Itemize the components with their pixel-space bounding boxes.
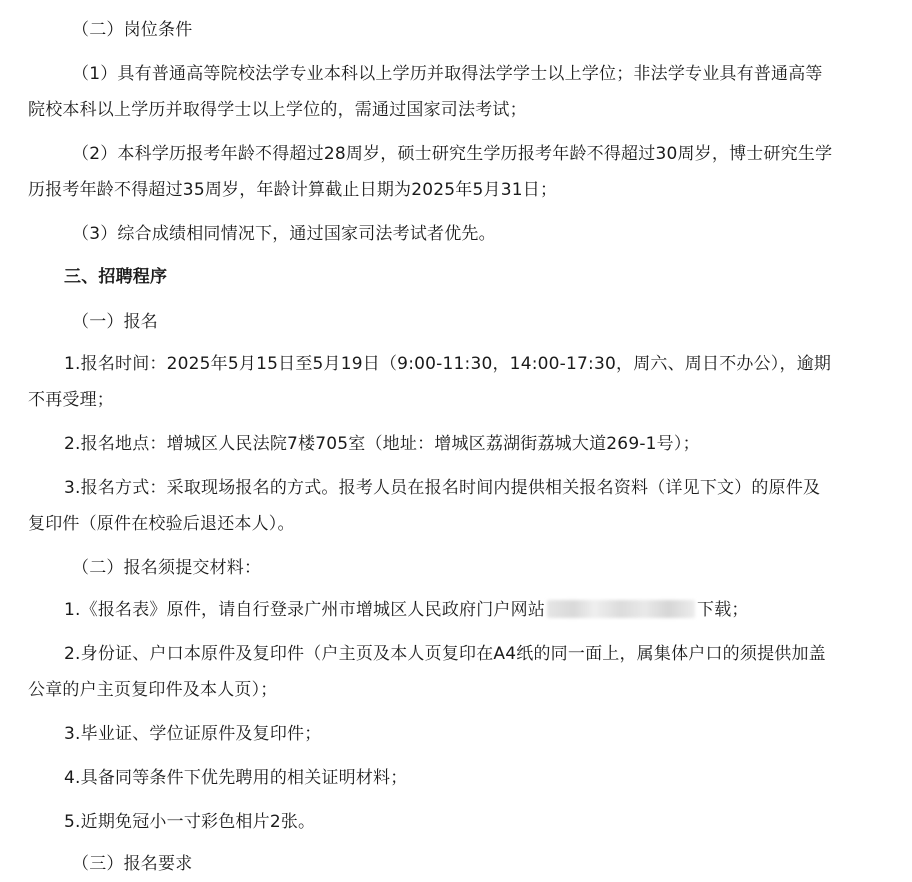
redacted-website-url	[547, 600, 695, 618]
paragraph-registration-location: 2.报名地点：增城区人民法院7楼705室（地址：增城区荔湖街荔城大道269-1号）；	[64, 434, 700, 454]
paragraph-requirement-2-line-2: 历报考年龄不得超过35周岁，年龄计算截止日期为2025年5月31日；	[28, 180, 558, 200]
paragraph-registration-time-line-2: 不再受理；	[28, 390, 114, 410]
paragraph-registration-method-line-2: 复印件（原件在校验后退还本人）。	[28, 514, 295, 534]
subheading-registration-requirements: （三）报名要求	[72, 854, 193, 874]
paragraph-material-2-line-2: 公章的户主页复印件及本人页）；	[28, 680, 278, 700]
paragraph-material-2-line-1: 2.身份证、户口本原件及复印件（户主页及本人页复印在A4纸的同一面上，属集体户口的须提供加盖	[64, 644, 826, 664]
paragraph-material-1	[64, 598, 912, 622]
section-heading-recruitment-procedure: 三、招聘程序	[64, 267, 168, 287]
paragraph-requirement-3: （3）综合成绩相同情况下，通过国家司法考试者优先。	[72, 224, 496, 244]
paragraph-registration-method-line-1: 3.报名方式：采取现场报名的方式。报考人员在报名时间内提供相关报名资料（详见下文）的原件及	[64, 478, 821, 498]
material-1-text-end: 下载；	[697, 600, 749, 620]
paragraph-material-4: 4.具备同等条件下优先聘用的相关证明材料；	[64, 768, 408, 788]
subheading-job-requirements: （二）岗位条件	[72, 20, 193, 40]
paragraph-material-3: 3.毕业证、学位证原件及复印件；	[64, 724, 322, 744]
paragraph-requirement-1-line-2: 院校本科以上学历并取得学士以上学位的，需通过国家司法考试；	[28, 100, 527, 120]
paragraph-material-5: 5.近期免冠小一寸彩色相片2张。	[64, 812, 316, 832]
subheading-required-materials: （二）报名须提交材料：	[72, 558, 262, 578]
subheading-registration: （一）报名	[72, 312, 158, 332]
paragraph-registration-time-line-1: 1.报名时间：2025年5月15日至5月19日（9:00-11:30，14:00-17:30，周六、周日不办公），逾期	[64, 354, 832, 374]
material-1-text-start: 1.《报名表》原件，请自行登录广州市增城区人民政府门户网站	[64, 600, 546, 620]
paragraph-requirement-1-line-1: （1）具有普通高等院校法学专业本科以上学历并取得法学学士以上学位；非法学专业具有普通高等	[72, 64, 823, 84]
paragraph-requirement-2-line-1: （2）本科学历报考年龄不得超过28周岁，硕士研究生学历报考年龄不得超过30周岁，博士研究生学	[72, 144, 833, 164]
